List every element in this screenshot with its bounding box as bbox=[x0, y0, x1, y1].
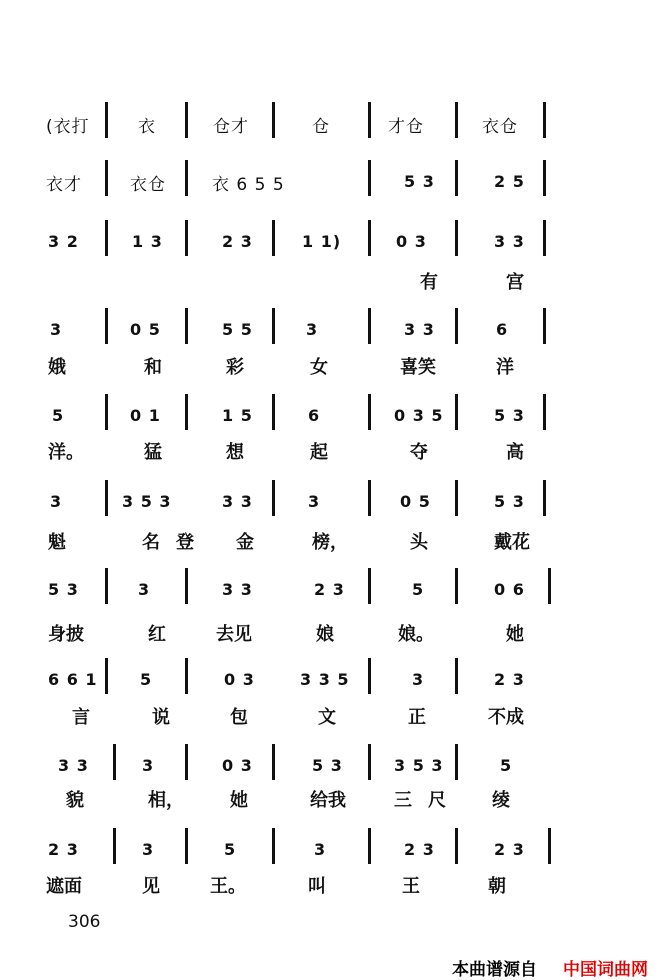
barline bbox=[368, 480, 371, 516]
barline bbox=[105, 480, 108, 516]
lyric-syllable: 想 bbox=[226, 442, 244, 463]
lyric-syllable: 给我 bbox=[310, 790, 346, 811]
score-system-3 bbox=[0, 218, 660, 264]
measure: 0 5 bbox=[400, 492, 431, 511]
lyric-syllable: 相， bbox=[148, 790, 184, 811]
lyric-syllable: 她 bbox=[506, 624, 524, 645]
lyric-syllable: 见 bbox=[142, 876, 160, 897]
lyric-syllable: 红 bbox=[148, 624, 166, 645]
measure: 2 3 bbox=[494, 670, 525, 689]
score-system-9 bbox=[0, 742, 660, 788]
lyric-line-2 bbox=[0, 353, 660, 383]
barline bbox=[368, 394, 371, 430]
measure: 0 1 bbox=[130, 406, 161, 425]
measure: 3 3 bbox=[494, 232, 525, 251]
measure: 3 3 bbox=[58, 756, 89, 775]
measure: 2 3 bbox=[222, 232, 253, 251]
score-system-2 bbox=[0, 158, 660, 204]
barline bbox=[185, 828, 188, 864]
barline bbox=[548, 568, 551, 604]
measure: 2 3 bbox=[494, 840, 525, 859]
barline bbox=[368, 658, 371, 694]
lyric-syllable: 高 bbox=[506, 442, 524, 463]
measure: 5 bbox=[224, 840, 237, 859]
lyric-syllable: 喜笑 bbox=[400, 357, 436, 378]
barline bbox=[105, 394, 108, 430]
barline bbox=[272, 308, 275, 344]
measure: 2 3 bbox=[404, 840, 435, 859]
lyric-syllable: 言 bbox=[72, 707, 90, 728]
lyric-syllable: 夺 bbox=[410, 442, 428, 463]
lyric-syllable: 去见 bbox=[216, 624, 252, 645]
barline bbox=[272, 744, 275, 780]
measure: 2 3 bbox=[48, 840, 79, 859]
barline bbox=[455, 744, 458, 780]
barline bbox=[272, 102, 275, 138]
barline bbox=[543, 480, 546, 516]
barline bbox=[455, 480, 458, 516]
measure: 0 6 bbox=[494, 580, 525, 599]
lyric-syllable: 起 bbox=[310, 442, 328, 463]
measure: 5 bbox=[500, 756, 513, 775]
lyric-line-8 bbox=[0, 872, 660, 902]
measure: 0 3 bbox=[224, 670, 255, 689]
measure: 3 bbox=[314, 840, 327, 859]
measure: 衣 6 5 5 bbox=[212, 175, 285, 195]
lyric-syllable: 王。 bbox=[210, 876, 246, 897]
barline bbox=[113, 828, 116, 864]
barline bbox=[272, 394, 275, 430]
lyric-syllable: 头 bbox=[410, 532, 428, 553]
lyric-syllable: 有 bbox=[420, 272, 438, 293]
lyric-syllable: 说 bbox=[152, 707, 170, 728]
measure: 衣才 bbox=[46, 175, 82, 195]
measure: 6 bbox=[496, 320, 509, 339]
measure: 3 bbox=[142, 756, 155, 775]
measure: 3 bbox=[138, 580, 151, 599]
barline bbox=[105, 102, 108, 138]
lyric-syllable: 包 bbox=[230, 707, 248, 728]
measure: 5 5 bbox=[222, 320, 253, 339]
barline bbox=[185, 658, 188, 694]
lyric-syllable: 王 bbox=[402, 876, 420, 897]
barline bbox=[543, 102, 546, 138]
barline bbox=[455, 308, 458, 344]
barline bbox=[543, 394, 546, 430]
lyric-syllable: 金 bbox=[236, 532, 254, 553]
footer-site-name: 中国词曲网 bbox=[563, 960, 648, 980]
lyric-syllable: 彩 bbox=[226, 357, 244, 378]
measure: 5 3 bbox=[404, 172, 435, 191]
barline bbox=[543, 220, 546, 256]
lyric-syllable: 魁 bbox=[48, 532, 66, 553]
barline bbox=[543, 160, 546, 196]
barline bbox=[105, 658, 108, 694]
lyric-syllable: 登 bbox=[176, 532, 194, 553]
measure: 5 3 bbox=[48, 580, 79, 599]
barline bbox=[185, 568, 188, 604]
lyric-line-6 bbox=[0, 703, 660, 733]
footer-source-label: 本曲谱源自 bbox=[452, 960, 537, 980]
score-system-6 bbox=[0, 478, 660, 524]
barline bbox=[368, 308, 371, 344]
measure: 0 5 bbox=[130, 320, 161, 339]
measure: 0 3 bbox=[396, 232, 427, 251]
measure: 3 bbox=[412, 670, 425, 689]
lyric-syllable: 戴花 bbox=[494, 532, 530, 553]
measure: 0 3 bbox=[222, 756, 253, 775]
score-system-4 bbox=[0, 306, 660, 352]
barline bbox=[368, 828, 371, 864]
measure: 5 bbox=[412, 580, 425, 599]
barline bbox=[272, 480, 275, 516]
measure: 才仓 bbox=[388, 117, 424, 137]
measure: 2 3 bbox=[314, 580, 345, 599]
barline bbox=[368, 744, 371, 780]
lyric-syllable: 洋 bbox=[496, 357, 514, 378]
lyric-syllable: 娥 bbox=[48, 357, 66, 378]
page-number: 306 bbox=[68, 912, 101, 932]
measure: 3 3 bbox=[222, 580, 253, 599]
lyric-syllable: 正 bbox=[408, 707, 426, 728]
barline bbox=[185, 160, 188, 196]
score-system-1 bbox=[0, 100, 660, 146]
barline bbox=[368, 568, 371, 604]
measure: 3 3 5 bbox=[300, 670, 350, 689]
lyric-syllable: 不成 bbox=[488, 707, 524, 728]
barline bbox=[455, 102, 458, 138]
lyric-syllable: 和 bbox=[144, 357, 162, 378]
measure: 仓 bbox=[312, 117, 330, 137]
lyric-line-5 bbox=[0, 620, 660, 650]
lyric-line-1 bbox=[0, 268, 660, 298]
lyric-syllable: 绫 bbox=[492, 790, 510, 811]
barline bbox=[543, 308, 546, 344]
lyric-syllable: 叫 bbox=[308, 876, 326, 897]
score-system-5 bbox=[0, 392, 660, 438]
barline bbox=[455, 394, 458, 430]
measure: 3 2 bbox=[48, 232, 79, 251]
lyric-syllable: 宫 bbox=[506, 272, 524, 293]
measure: 5 3 bbox=[494, 492, 525, 511]
measure: (衣打 bbox=[46, 117, 90, 137]
measure: 6 bbox=[308, 406, 321, 425]
lyric-syllable: 名 bbox=[142, 532, 160, 553]
lyric-syllable: 榜， bbox=[312, 532, 348, 553]
score-system-8 bbox=[0, 656, 660, 702]
barline bbox=[185, 308, 188, 344]
measure: 3 5 3 bbox=[394, 756, 444, 775]
measure: 衣 bbox=[138, 117, 156, 137]
lyric-syllable: 娘 bbox=[316, 624, 334, 645]
measure: 衣仓 bbox=[482, 117, 518, 137]
barline bbox=[455, 568, 458, 604]
measure: 5 bbox=[52, 406, 65, 425]
lyric-syllable: 洋。 bbox=[48, 442, 84, 463]
barline bbox=[185, 220, 188, 256]
barline bbox=[272, 828, 275, 864]
measure: 5 3 bbox=[312, 756, 343, 775]
lyric-line-7 bbox=[0, 786, 660, 816]
barline bbox=[105, 568, 108, 604]
measure: 1 5 bbox=[222, 406, 253, 425]
measure: 5 3 bbox=[494, 406, 525, 425]
barline bbox=[455, 220, 458, 256]
measure: 3 3 bbox=[222, 492, 253, 511]
measure: 0 3 5 bbox=[394, 406, 444, 425]
measure: 3 bbox=[142, 840, 155, 859]
measure: 2 5 bbox=[494, 172, 525, 191]
barline bbox=[368, 220, 371, 256]
barline bbox=[105, 308, 108, 344]
barline bbox=[455, 828, 458, 864]
measure: 3 bbox=[306, 320, 319, 339]
measure: 3 3 bbox=[404, 320, 435, 339]
barline bbox=[185, 744, 188, 780]
barline bbox=[113, 744, 116, 780]
lyric-syllable: 猛 bbox=[144, 442, 162, 463]
lyric-syllable: 身披 bbox=[48, 624, 84, 645]
lyric-syllable: 三 bbox=[394, 790, 412, 811]
barline bbox=[368, 160, 371, 196]
lyric-line-4 bbox=[0, 528, 660, 558]
lyric-syllable: 文 bbox=[318, 707, 336, 728]
lyric-syllable: 遮面 bbox=[46, 876, 82, 897]
measure: 3 bbox=[308, 492, 321, 511]
measure: 5 bbox=[140, 670, 153, 689]
measure: 衣仓 bbox=[130, 175, 166, 195]
lyric-line-3 bbox=[0, 438, 660, 468]
lyric-syllable: 娘。 bbox=[398, 624, 434, 645]
barline bbox=[368, 102, 371, 138]
barline bbox=[548, 828, 551, 864]
score-system-7 bbox=[0, 566, 660, 612]
score-system-10 bbox=[0, 826, 660, 872]
lyric-syllable: 她 bbox=[230, 790, 248, 811]
lyric-syllable: 尺 bbox=[428, 790, 446, 811]
measure: 3 5 3 bbox=[122, 492, 172, 511]
barline bbox=[455, 160, 458, 196]
measure: 1 3 bbox=[132, 232, 163, 251]
measure: 1 1) bbox=[302, 232, 342, 251]
measure: 3 bbox=[50, 492, 63, 511]
barline bbox=[455, 658, 458, 694]
measure: 仓才 bbox=[213, 117, 249, 137]
lyric-syllable: 女 bbox=[310, 357, 328, 378]
lyric-syllable: 貌 bbox=[66, 790, 84, 811]
barline bbox=[272, 220, 275, 256]
barline bbox=[185, 394, 188, 430]
lyric-syllable: 朝 bbox=[488, 876, 506, 897]
measure: 3 bbox=[50, 320, 63, 339]
measure: 6 6 1 bbox=[48, 670, 98, 689]
barline bbox=[105, 220, 108, 256]
barline bbox=[105, 160, 108, 196]
barline bbox=[185, 102, 188, 138]
